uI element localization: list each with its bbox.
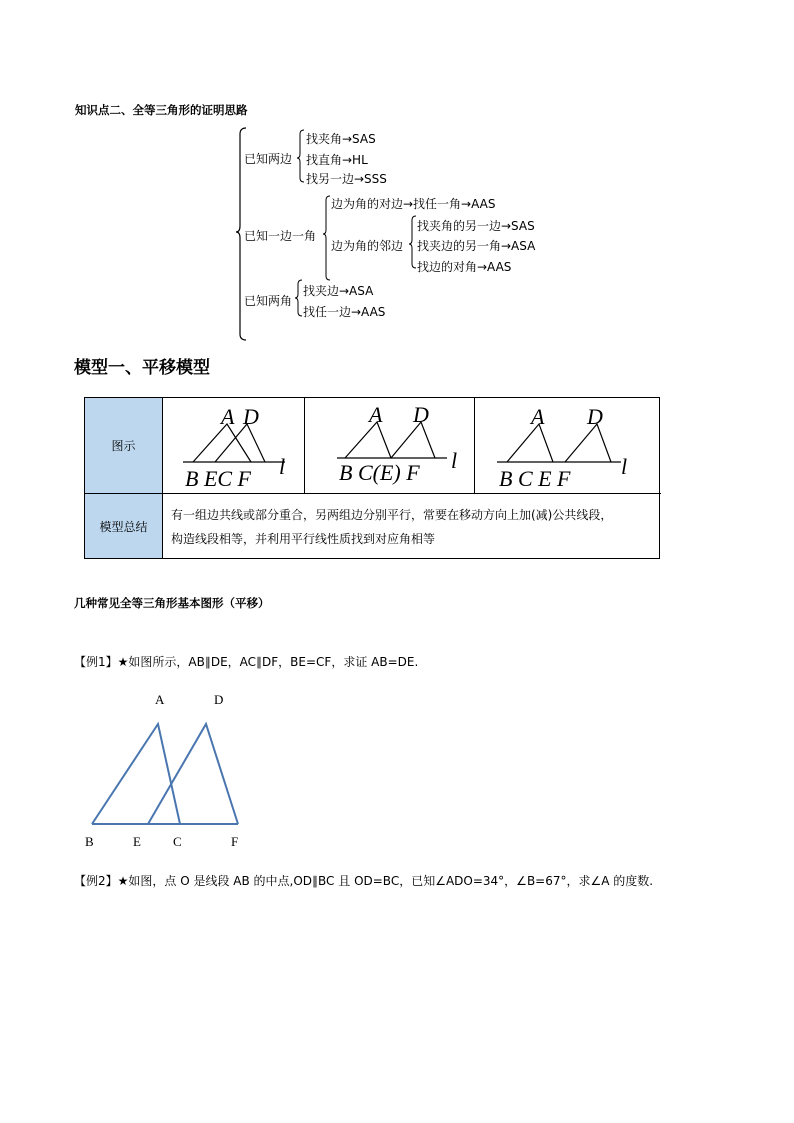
label-l: l <box>621 454 628 479</box>
translation-figure-3 <box>475 398 659 493</box>
label-b: B <box>85 834 94 849</box>
label-a: A <box>221 404 235 429</box>
translation-figure-2 <box>305 398 473 493</box>
model-heading: 模型一、平移模型 <box>74 358 210 378</box>
tree-item: 边为角的对边→找任一角→AAS <box>331 197 496 211</box>
label-d: D <box>214 692 224 707</box>
section-heading: 知识点二、全等三角形的证明思路 <box>75 103 248 117</box>
tree-two-sides-label: 已知两边 <box>244 152 293 166</box>
label-l: l <box>451 448 458 473</box>
fig-cell-2 <box>305 398 475 494</box>
tree-item: 找直角→HL <box>306 153 368 167</box>
table-label-diagram: 图示 <box>85 398 163 494</box>
tree-adjacent-label: 边为角的邻边 <box>331 239 404 253</box>
label-a: A <box>369 402 383 427</box>
summary-line-1: 有一组边共线或部分重合，另两组边分别平行，常要在移动方向上加(减)公共线段， <box>171 508 613 522</box>
summary-line-2: 构造线段相等，并利用平行线性质找到对应角相等 <box>171 532 436 546</box>
tree-side-angle-label: 已知一边一角 <box>244 229 317 243</box>
label-a: A <box>155 692 165 707</box>
tree-item: 找夹边的另一角→ASA <box>417 239 536 253</box>
example-1-text: 【例1】★如图所示，AB∥DE，AC∥DF，BE=CF，求证 AB=DE. <box>74 655 419 669</box>
label-bottom: B EC F <box>185 466 251 491</box>
tree-item: 找夹角的另一边→SAS <box>417 219 535 233</box>
label-d: D <box>587 404 603 429</box>
label-e: E <box>133 834 141 849</box>
translation-figure-1 <box>163 398 303 493</box>
fig-cell-1 <box>163 398 305 494</box>
fig-cell-3 <box>475 398 661 494</box>
label-bottom: B C E F <box>499 466 571 491</box>
label-l: l <box>279 454 286 479</box>
example-2-text: 【例2】★如图，点 O 是线段 AB 的中点,OD∥BC 且 OD=BC，已知∠ADO=34°，∠B=67°，求∠A 的度数. <box>74 874 654 888</box>
label-d: D <box>413 402 429 427</box>
tree-item: 找夹角→SAS <box>306 132 376 146</box>
table-label-summary: 模型总结 <box>85 494 163 558</box>
tree-item: 找任一边→AAS <box>303 305 386 319</box>
tree-item: 找边的对角→AAS <box>417 260 512 274</box>
label-d: D <box>243 404 259 429</box>
example-1-figure <box>80 690 260 850</box>
basic-heading: 几种常见全等三角形基本图形（平移） <box>74 596 270 610</box>
model-table <box>84 397 660 559</box>
label-a: A <box>531 404 545 429</box>
tree-item: 找夹边→ASA <box>303 284 374 298</box>
label-bottom: B C(E) F <box>339 460 420 485</box>
label-c: C <box>173 834 182 849</box>
label-f: F <box>231 834 239 849</box>
tree-two-angles-label: 已知两角 <box>244 294 293 308</box>
tree-item: 找另一边→SSS <box>306 172 387 186</box>
